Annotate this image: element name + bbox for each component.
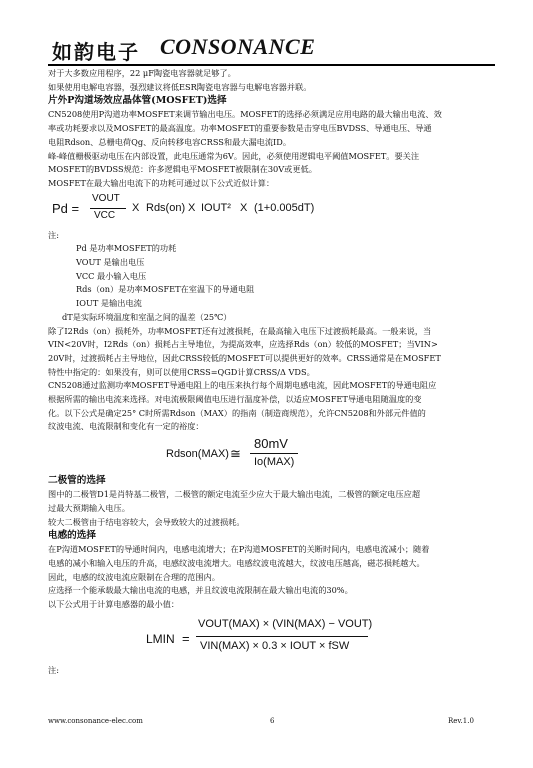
paragraph-line: 过最大预期输入电压。: [48, 502, 130, 513]
company-name-cn: 如韵电子: [52, 40, 140, 64]
definition-line: Pd 是功率MOSFET的功耗: [76, 243, 177, 254]
formula-numerator: VOUT: [92, 192, 120, 204]
times-sign: X: [240, 201, 248, 214]
formula-inductor-min: [48, 612, 498, 664]
definition-line: Rds（on）是功率MOSFET在室温下的导通电阻: [76, 284, 255, 295]
footer-page-number: 6: [270, 717, 275, 725]
paragraph-line: CN5208使用P沟道功率MOSFET来调节输出电压。MOSFET的选择必须满足应用电路的最大输出电流、效: [48, 109, 442, 120]
paragraph-line: 应选择一个能承载最大输出电流的电感，并且纹波电流限制在最大输出电流的30%。: [48, 585, 353, 596]
formula-denominator: VCC: [94, 209, 116, 221]
formula-lhs: LMIN: [146, 631, 175, 646]
fraction-bar: [90, 208, 126, 209]
paragraph-line: 对于大多数应用程序，22 μF陶瓷电容器就足够了。: [48, 68, 236, 78]
note-label: 注:: [48, 229, 59, 240]
fraction-bar: [250, 453, 298, 454]
formula-numerator: 80mV: [254, 436, 288, 452]
paragraph-line: CN5208通过监测功率MOSFET导通电阻上的电压来执行每个周期电感电流，因此MOSFET的导通电阻应: [48, 380, 437, 391]
paragraph-line: 除了I2Rds（on）损耗外，功率MOSFET还有过渡损耗，在最高输入电压下过渡损耗最高。一般来说，当: [48, 325, 432, 336]
paragraph-line: 纹波电流、电流限制和变化有一定的裕度：: [48, 421, 204, 432]
paragraph-line: 在P沟道MOSFET的导通时间内，电感电流增大；在P沟道MOSFET的关断时间内，电感电流减小；随着: [48, 544, 430, 555]
formula-lhs: Rdson(MAX): [166, 448, 229, 461]
definition-line: VOUT 是输出电压: [76, 257, 145, 268]
paragraph-line: 峰-峰值栅极驱动电压在内部设置，此电压通常为6V。因此，必须使用逻辑电平阈值MOSFET。要关注: [48, 150, 420, 161]
paragraph-line: 电感的减小和输入电压的升高，电感纹波电流增大。电感纹波电流越大，纹波电压越高，磁芯损耗越大。: [48, 557, 425, 568]
paragraph-line: 如果使用电解电容器，强烈建议将低ESR陶瓷电容器与电解电容器并联。: [48, 81, 312, 92]
formula-rds: Rds(on): [146, 201, 186, 214]
equals-sign: =: [182, 630, 190, 646]
paragraph-line: 电阻Rdson、总栅电荷Qg、反向转移电容CRSS和最大漏电流ID。: [48, 136, 292, 147]
definition-line: dT是实际环境温度和室温之间的温差（25℃）: [62, 311, 232, 322]
formula-rdson-max: [48, 434, 498, 474]
page-body: [48, 67, 498, 678]
header-divider: [48, 64, 495, 66]
approx-sign: ≅: [230, 446, 241, 462]
section-heading-diode: 二极管的选择: [48, 475, 106, 487]
formula-iout: IOUT²: [201, 201, 231, 214]
times-sign: X: [132, 201, 140, 214]
paragraph-line: MOSFET在最大输出电流下的功耗可通过以下公式近似计算：: [48, 177, 275, 188]
paragraph-line: 图中的二极管D1是肖特基二极管，二极管的额定电流至少应大于最大输出电流，二极管的额定电压应超: [48, 489, 421, 500]
formula-lhs: Pd =: [52, 200, 80, 216]
fraction-bar: [196, 636, 368, 637]
note-label: 注:: [48, 664, 59, 675]
paragraph-line: 率或功耗要求以及MOSFET的最高温度。功率MOSFET的重要参数是击穿电压BVDSS、导通电压、导通: [48, 123, 432, 134]
paragraph-line: 20V时，过渡损耗占主导地位，因此CRSS较低的MOSFET可以提供更好的效率。CRSS通常是在MOSFET: [48, 352, 441, 363]
section-heading-mosfet: 片外P沟道场效应晶体管(MOSFET)选择: [48, 95, 227, 107]
paragraph-line: MOSFET的BVDSS规范：许多逻辑电平MOSFET被限制在30V或更低。: [48, 164, 317, 175]
paragraph-line: 特性中指定的：如果没有，则可以使用CRSS=QGD计算CRSS/Δ VDS。: [48, 366, 315, 377]
company-name-en: CONSONANCE: [160, 34, 316, 59]
paragraph-line: 以下公式用于计算电感器的最小值：: [48, 599, 180, 610]
definition-line: VCC 最小输入电压: [76, 270, 147, 281]
paragraph-line: 化。以下公式是确定25° C时所需Rdson（MAX）的指南（制造商规范），允许CN5208和外部元件值的: [48, 407, 426, 418]
formula-temp-factor: (1+0.005dT): [254, 201, 315, 214]
paragraph-line: 根据所需的输出电流来选择。对电流极限阈值电压进行温度补偿，以适应MOSFET导通电阻随温度的变: [48, 394, 422, 405]
formula-power-dissipation: [48, 191, 498, 229]
formula-denominator: VIN(MAX) × 0.3 × IOUT × fSW: [200, 639, 350, 652]
section-heading-inductor: 电感的选择: [48, 530, 96, 542]
paragraph-line: 因此，电感的纹波电流应限制在合理的范围内。: [48, 571, 220, 582]
definition-line: IOUT 是输出电流: [76, 298, 142, 309]
paragraph-line: 较大二极管由于结电容较大，会导致较大的过渡损耗。: [48, 516, 245, 527]
formula-denominator: Io(MAX): [254, 456, 295, 469]
formula-numerator: VOUT(MAX) × (VIN(MAX) − VOUT): [198, 617, 373, 630]
footer-url: www.consonance-elec.com: [48, 717, 143, 725]
times-sign: X: [188, 201, 196, 214]
paragraph-line: VIN<20V时，I2Rds（on）损耗占主导地位，为提高效率，应选择Rds（on）较低的MOSFET；当VIN>: [48, 339, 438, 350]
footer-revision: Rev.1.0: [448, 717, 474, 725]
page-header: [52, 34, 492, 64]
